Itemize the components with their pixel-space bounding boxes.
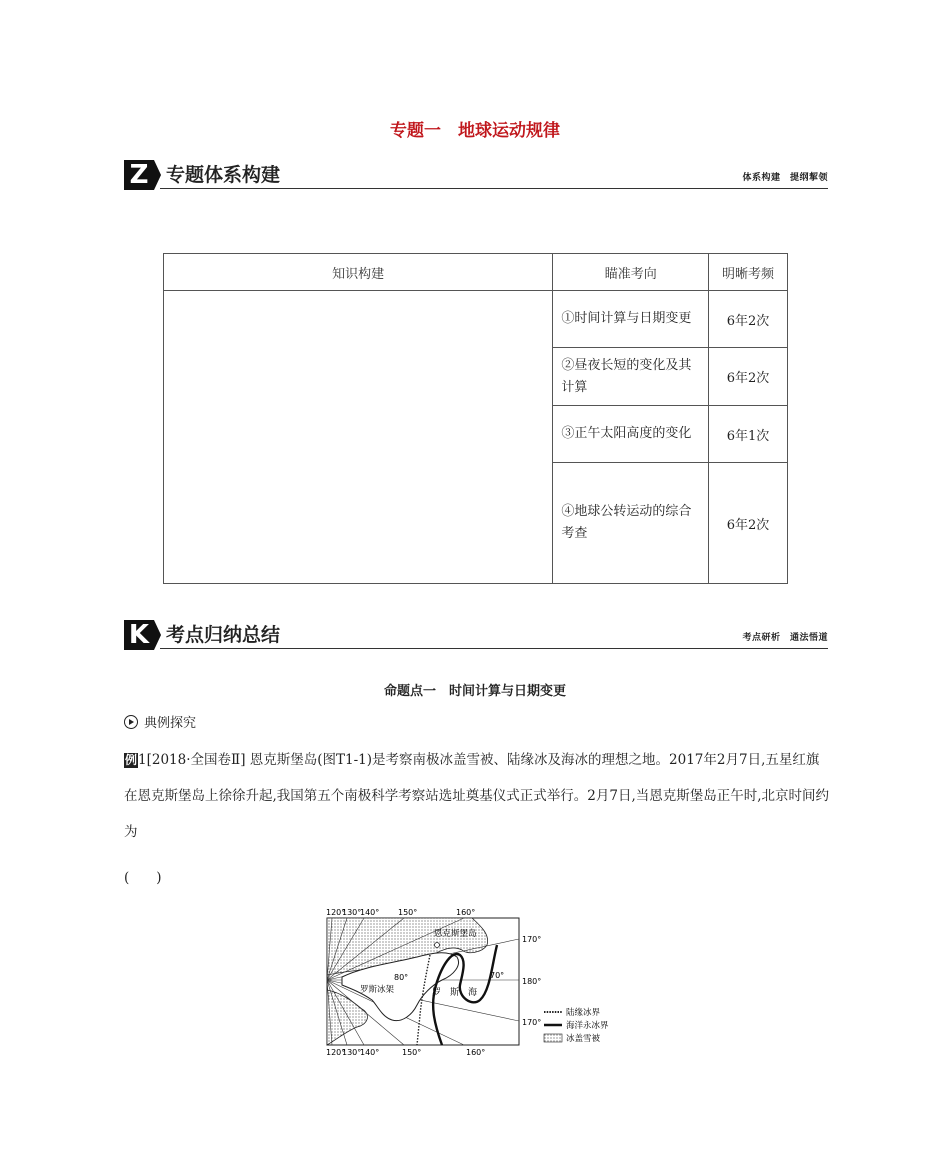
example-tag <box>124 712 196 731</box>
map-bottom-label: 120° <box>326 1048 346 1057</box>
island-marker <box>435 943 440 948</box>
frequency-cell: 6年2次 <box>709 291 788 348</box>
example-badge: 例 <box>125 753 138 767</box>
latitude-label: 70° <box>490 971 505 980</box>
section-divider <box>160 188 828 189</box>
section-subtitle: 体系构建 提纲挈领 <box>742 173 828 183</box>
table-header: 瞄准考向 <box>553 254 709 291</box>
map-top-label: 140° <box>360 908 380 917</box>
map-right-label: 180° <box>522 977 542 986</box>
section-title: 考点归纳总结 <box>166 624 281 646</box>
example-text: [2018·全国卷Ⅱ] 恩克斯堡岛(图T1-1)是考察南极冰盖雪被、陆缘冰及海冰的理想之地。2017年2月7日,五星红旗在恩克斯堡岛上徐徐升起,我国第五个南极科学考察站选址奠基仪式正式举行。2月7日,当恩克斯堡岛正午时,北京时间约为 <box>124 752 830 840</box>
table-header-row <box>164 254 788 291</box>
frequency-cell: 6年1次 <box>709 406 788 463</box>
topic-cell: ③正午太阳高度的变化 <box>553 406 709 463</box>
table-header: 明晰考频 <box>709 254 788 291</box>
knowledge-structure-cell <box>164 291 553 584</box>
example-paragraph <box>124 742 830 850</box>
page-title: 专题一 地球运动规律 <box>390 121 560 141</box>
table-header: 知识构建 <box>164 254 553 291</box>
map-bottom-label: 130° <box>342 1048 362 1057</box>
section-subtitle: 考点研析 通法悟道 <box>742 633 828 643</box>
answer-paren: ( ) <box>124 870 162 886</box>
frequency-cell: 6年2次 <box>709 348 788 406</box>
latitude-label: 80° <box>394 973 409 982</box>
legend-dotted-area-swatch <box>544 1034 562 1042</box>
legend-label: 陆缘冰界 <box>566 1008 601 1018</box>
section-divider <box>160 648 828 649</box>
topic-cell: ②昼夜长短的变化及其计算 <box>553 348 709 406</box>
map-right-label: 170° <box>522 935 542 944</box>
section-badge-z: Z <box>124 160 154 190</box>
topic-cell: ④地球公转运动的综合考查 <box>553 463 709 584</box>
map-bottom-label: 140° <box>360 1048 380 1057</box>
play-circle-icon <box>124 715 138 729</box>
table-row <box>164 291 788 348</box>
map-top-label: 150° <box>398 908 418 917</box>
map-top-label: 130° <box>342 908 362 917</box>
subheading: 命题点一 时间计算与日期变更 <box>383 684 566 699</box>
map-bottom-label: 160° <box>466 1048 486 1057</box>
map-top-label: 120° <box>326 908 346 917</box>
topic-cell: ①时间计算与日期变更 <box>553 291 709 348</box>
map-top-label: 160° <box>456 908 476 917</box>
ross-sea-map <box>322 905 642 1057</box>
frequency-cell: 6年2次 <box>709 463 788 584</box>
section-header-summary <box>124 620 828 654</box>
knowledge-table <box>163 253 788 584</box>
map-right-label: 170° <box>522 1018 542 1027</box>
map-bottom-label: 150° <box>402 1048 422 1057</box>
legend-label: 海洋永冰界 <box>566 1021 609 1031</box>
shelf-label: 罗斯冰架 <box>360 985 395 995</box>
sea-label: 罗 斯 海 <box>432 988 478 998</box>
section-title: 专题体系构建 <box>166 164 281 186</box>
example-number: 1 <box>138 752 147 768</box>
example-tag-label: 典例探究 <box>144 716 197 731</box>
legend-label: 冰盖雪被 <box>566 1034 601 1044</box>
section-header-system <box>124 160 828 194</box>
section-badge-k: K <box>124 620 154 650</box>
island-label: 恩克斯堡岛 <box>434 929 477 939</box>
